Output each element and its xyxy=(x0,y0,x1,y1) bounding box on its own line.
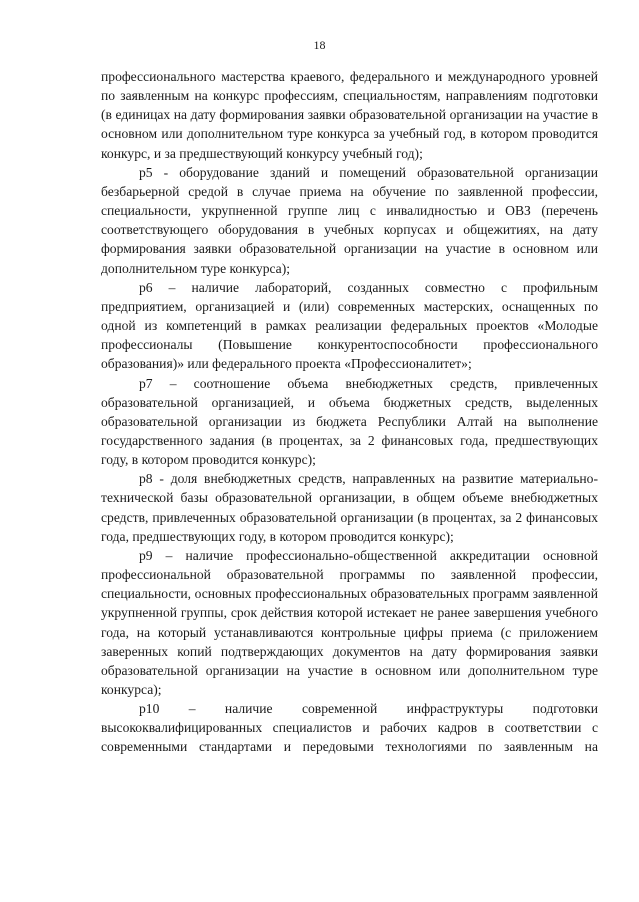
paragraph-continuation: профессионального мастерства краевого, федерального и международного уровней по заявленным на конкурс профессиям, специальностям, направлениям подготовки (в единицах на дату формирования заявки образовательной организации на участие в основном или дополнительном туре конкурса за учебный год, в котором проводится конкурс, и за предшествующий конкурсу учебный год); xyxy=(101,69,598,161)
paragraph-p5: p5 - оборудование зданий и помещений образовательной организации безбарьерной средой в случае приема на обучение по заявленной профессии, специальности, укрупненной группе лиц с инвалидностью и ОВЗ (перечень соответствующего оборудования в учебных корпусах и общежитиях, на дату формирования заявки образовательной организации на участие в основном или дополнительном туре конкурса); xyxy=(101,164,598,276)
paragraph-p8: p8 - доля внебюджетных средств, направленных на развитие материально- технической базы образовательной организации, в общем объеме внебюджетных средств, привлеченных образовательной организации (в процентах, за 2 финансовых года, предшествующих году, в котором проводится конкурс); xyxy=(101,471,598,544)
paragraph-p6: p6 – наличие лабораторий, созданных совместно с профильным предприятием, организацией и (или) современных мастерских, оснащенных по одной из компетенций в рамках реализации федеральных проектов «Молодые профессионалы (Повышение конкурентоспособности профессионального образования)» или федерального проекта «Профессионалитет»; xyxy=(101,279,598,372)
paragraph-p7: p7 – соотношение объема внебюджетных средств, привлеченных образовательной организацией, и объема бюджетных средств, выделенных образовательной организации из бюджета Республики Алтай на выполнение государственного задания (в процентах, за 2 финансовых года, предшествующих году, в котором проводится конкурс); xyxy=(101,375,598,468)
paragraph-p10: p10 – наличие современной инфраструктуры подготовки высококвалифицированных специалистов и рабочих кадров в соответствии с современными стандартами и передовыми технологиями по заявленным на xyxy=(101,701,598,755)
paragraph-p9: p9 – наличие профессионально-общественной аккредитации основной профессиональной образовательной программы по заявленной профессии, специальности, основных профессиональных образовательных программ заявленной укрупненной группы, срок действия которой истекает не ранее завершения учебного года, на который устанавливаются контрольные цифры приема (с приложением заверенных копий подтверждающих документов на дату формирования заявки образовательной организации на участие в основном или дополнительном туре конкурса); xyxy=(101,547,598,697)
page-number: 18 xyxy=(313,38,326,52)
document-body xyxy=(101,67,598,757)
